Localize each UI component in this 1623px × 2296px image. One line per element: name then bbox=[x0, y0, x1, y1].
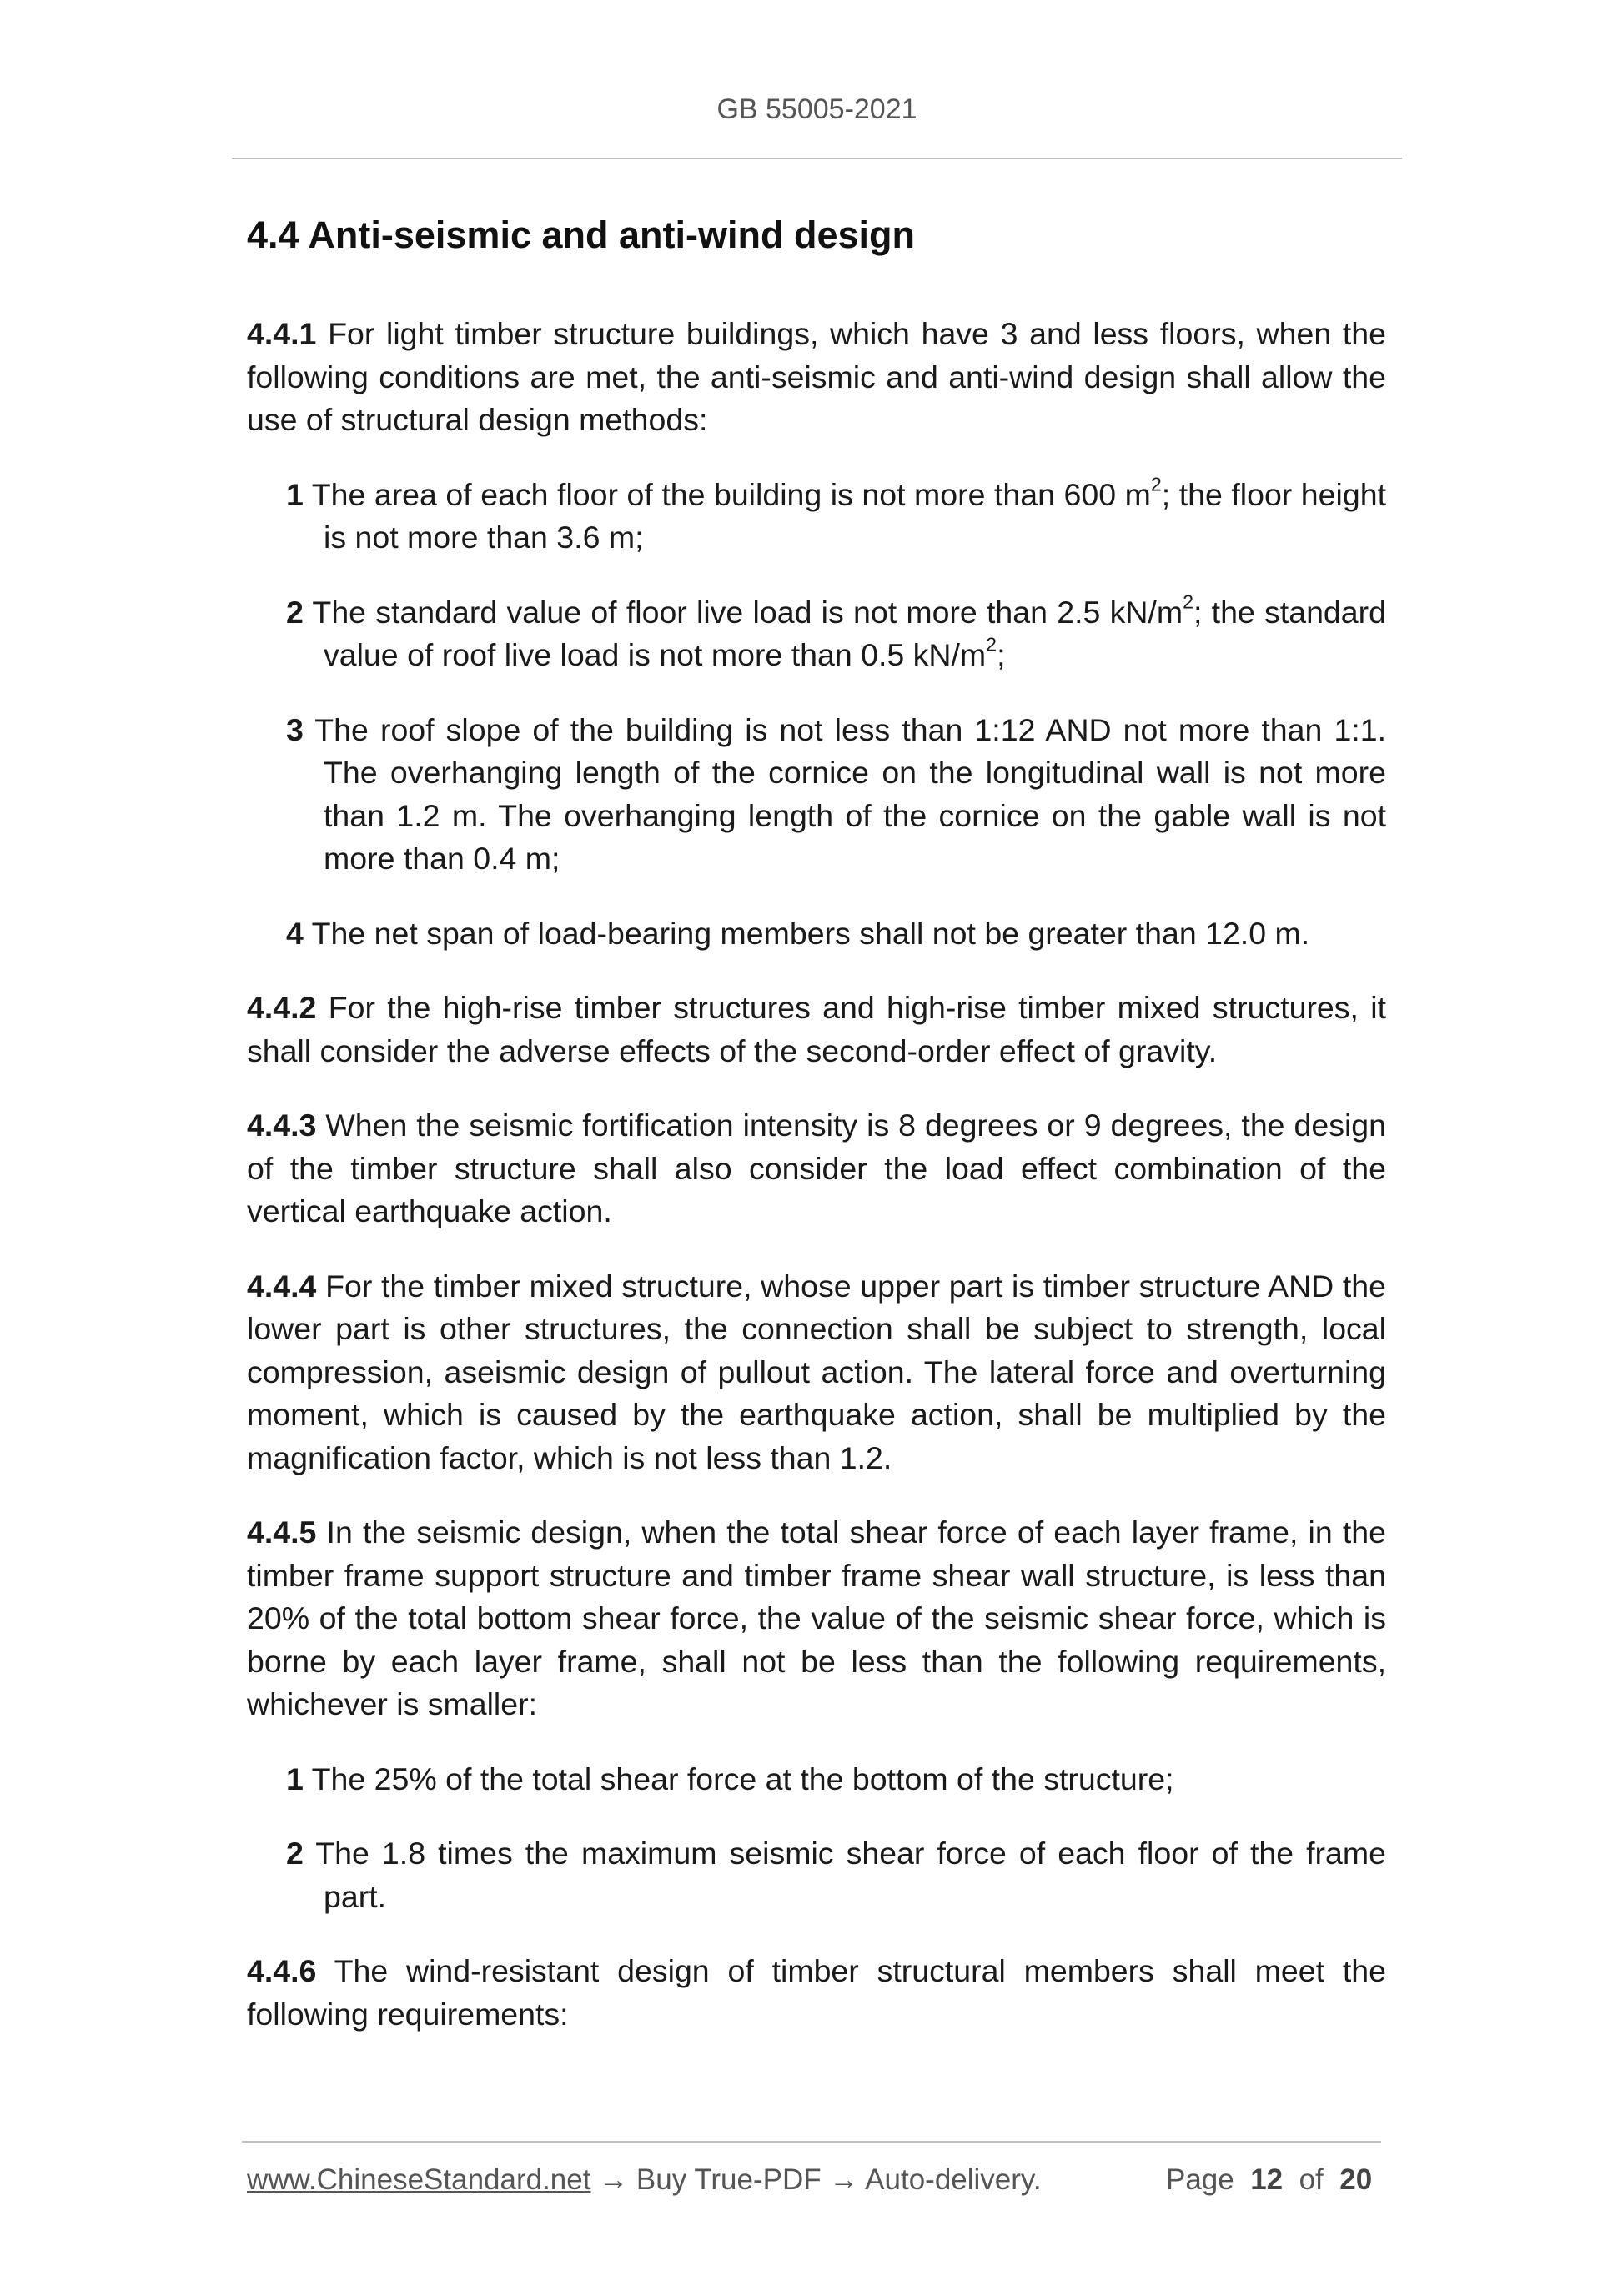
item-number: 4 bbox=[286, 915, 304, 951]
item-number: 3 bbox=[286, 711, 304, 747]
item-number: 2 bbox=[286, 594, 304, 630]
page-label: Page bbox=[1166, 2163, 1234, 2196]
item-text: The net span of load-bearing members shall not be greater than 12.0 m. bbox=[311, 915, 1310, 951]
clause-4-4-1 bbox=[247, 313, 1386, 442]
clause-text: For the timber mixed structure, whose upper part is timber structure AND the lower part is other structures, the connection shall be subject to strength, local compression, aseismic design of pullout action. The lateral force and overturning moment, which is caused by the earthquake action, shall be multiplied by the magnification factor, which is not less than 1.2. bbox=[247, 1268, 1387, 1475]
list-item bbox=[286, 1832, 1386, 1918]
superscript: 2 bbox=[986, 633, 997, 656]
clause-4-4-2 bbox=[247, 987, 1386, 1073]
clause-text: The wind-resistant design of timber structural members shall meet the following requirements: bbox=[247, 1953, 1386, 2032]
clause-number: 4.4.2 bbox=[247, 990, 317, 1025]
item-number: 1 bbox=[286, 476, 304, 512]
footer-divider bbox=[242, 2141, 1381, 2143]
list-item bbox=[286, 1758, 1386, 1801]
item-number: 2 bbox=[286, 1836, 304, 1871]
clause-number: 4.4.5 bbox=[247, 1515, 317, 1550]
clause-number: 4.4.4 bbox=[247, 1268, 317, 1304]
clause-text: For light timber structure buildings, which have 3 and less floors, when the following conditions are met, the anti-seismic and anti-wind design shall allow the use of structural design methods: bbox=[247, 316, 1386, 437]
item-text: ; bbox=[997, 637, 1006, 672]
list-item bbox=[286, 709, 1386, 881]
item-text: ; the floor height is not more than 3.6 m; bbox=[324, 476, 1386, 555]
item-text: ; the standard value of roof live load is not more than 0.5 kN/m bbox=[324, 594, 1386, 672]
clause-4-4-6 bbox=[247, 1950, 1386, 2036]
page-of-label: of bbox=[1299, 2163, 1324, 2196]
clause-text: In the seismic design, when the total shear force of each layer frame, in the timber frame support structure and timber frame shear wall structure, is less than 20% of the total bottom shear force, the value of the seismic shear force, which is borne by each layer frame, shall not be less than the following requirements, whichever is smaller: bbox=[247, 1515, 1386, 1721]
list-item bbox=[286, 591, 1386, 677]
document-body bbox=[247, 313, 1386, 2067]
clause-number: 4.4.1 bbox=[247, 316, 317, 351]
clause-text: For the high-rise timber structures and high-rise timber mixed structures, it shall consider the adverse effects of the second-order effect of gravity. bbox=[247, 990, 1387, 1068]
clause-4-4-4 bbox=[247, 1265, 1386, 1480]
clause-4-4-5 bbox=[247, 1511, 1386, 1726]
footer-tagline: → Buy True-PDF → Auto-delivery. bbox=[590, 2163, 1042, 2196]
item-text: The 25% of the total shear force at the bottom of the structure; bbox=[311, 1761, 1174, 1796]
footer-promo bbox=[247, 2163, 1042, 2197]
list-item bbox=[286, 474, 1386, 560]
site-link[interactable]: www.ChineseStandard.net bbox=[247, 2163, 591, 2196]
clause-number: 4.4.6 bbox=[247, 1953, 317, 1988]
section-title: 4.4 Anti-seismic and anti-wind design bbox=[247, 214, 915, 256]
list-item bbox=[286, 912, 1386, 956]
superscript: 2 bbox=[1150, 473, 1162, 495]
document-header: GB 55005-2021 bbox=[716, 93, 917, 125]
page-indicator bbox=[1166, 2163, 1372, 2197]
item-text: The roof slope of the building is not less than 1:12 AND not more than 1:1. The overhanging length of the cornice on the longitudinal wall is not more than 1.2 m. The overhanging length of the cornice on the gable wall is not more than 0.4 m; bbox=[314, 711, 1386, 876]
page-total: 20 bbox=[1339, 2163, 1373, 2196]
item-text: The area of each floor of the building is not more than 600 m bbox=[311, 476, 1151, 512]
clause-text: When the seismic fortification intensity is 8 degrees or 9 degrees, the design of the timber structure shall also consider the load effect combination of the vertical earthquake action. bbox=[247, 1108, 1386, 1228]
item-text: The standard value of floor live load is not more than 2.5 kN/m bbox=[312, 594, 1183, 630]
clause-number: 4.4.3 bbox=[247, 1108, 317, 1143]
header-divider bbox=[232, 158, 1402, 159]
page-current: 12 bbox=[1250, 2163, 1284, 2196]
item-number: 1 bbox=[286, 1761, 304, 1796]
clause-4-4-3 bbox=[247, 1104, 1386, 1233]
item-text: The 1.8 times the maximum seismic shear force of each floor of the frame part. bbox=[315, 1836, 1386, 1914]
superscript: 2 bbox=[1183, 590, 1194, 613]
